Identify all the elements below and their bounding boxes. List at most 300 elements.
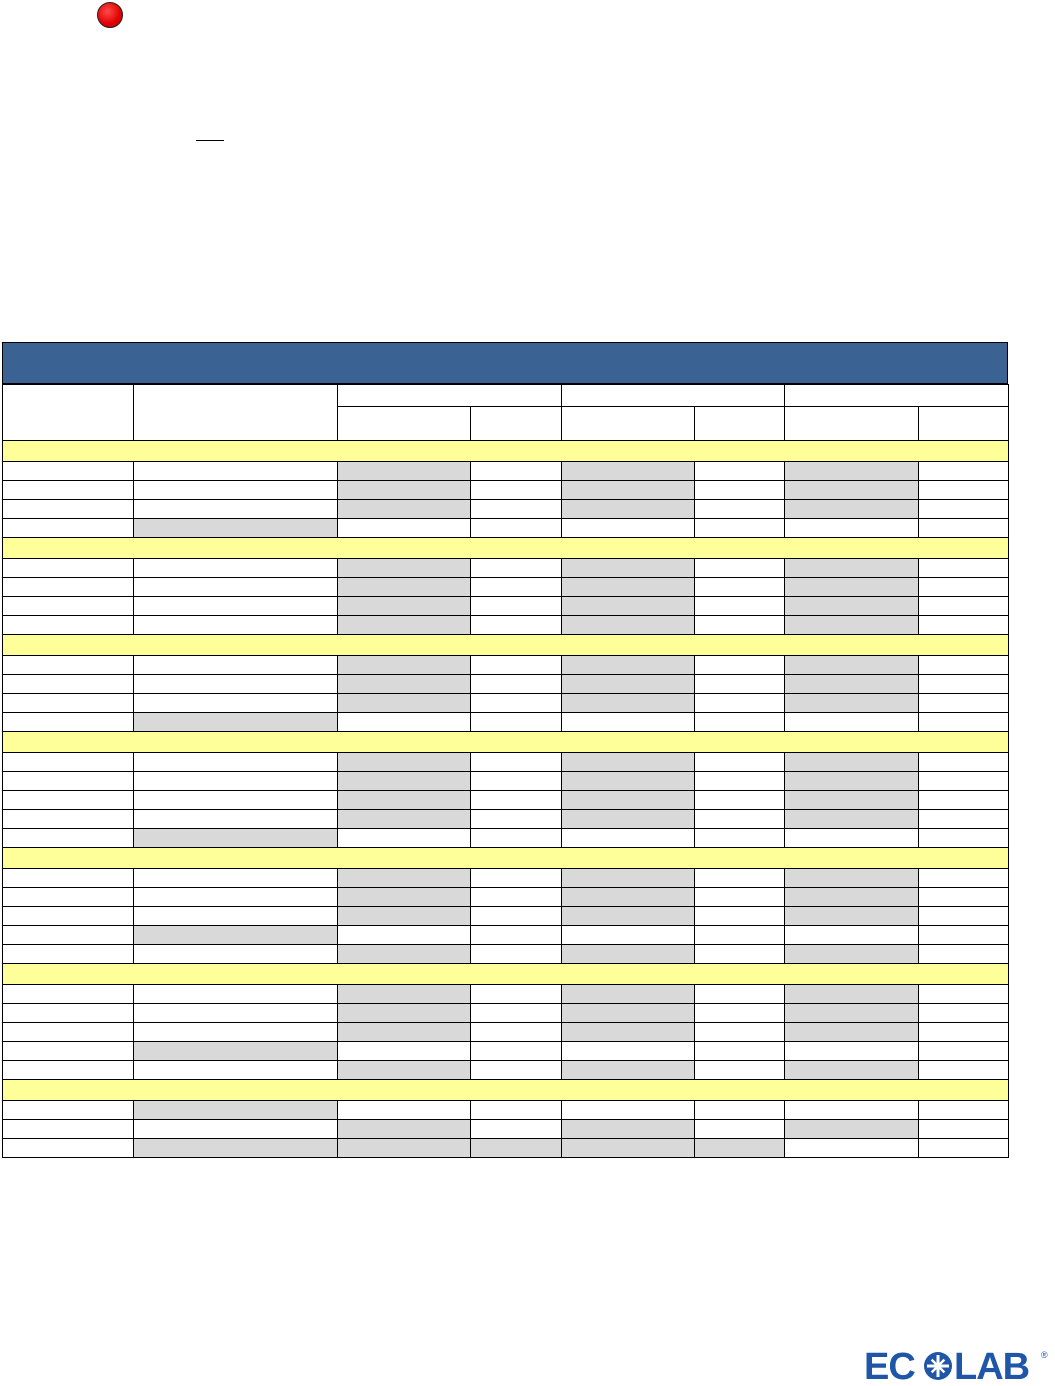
- table-cell: [3, 1101, 134, 1120]
- table-cell: [338, 791, 471, 810]
- table-cell: [695, 1120, 785, 1139]
- table-cell: [134, 772, 338, 791]
- section-header-cell: [3, 538, 1009, 559]
- header-cell: [134, 385, 338, 441]
- table-cell: [338, 616, 471, 635]
- table-cell: [562, 926, 695, 945]
- table-cell: [695, 578, 785, 597]
- table-row: [3, 1101, 1009, 1120]
- table-cell: [471, 616, 562, 635]
- table-cell: [562, 1004, 695, 1023]
- table-cell: [562, 945, 695, 964]
- table-cell: [695, 616, 785, 635]
- table-cell: [695, 559, 785, 578]
- table-cell: [471, 1139, 562, 1158]
- table-cell: [562, 810, 695, 829]
- table-cell: [695, 1101, 785, 1120]
- table-row: [3, 675, 1009, 694]
- table-cell: [785, 462, 919, 481]
- data-table-container: [2, 342, 1008, 1158]
- table-cell: [695, 713, 785, 732]
- table-row: [3, 1139, 1009, 1158]
- table-cell: [785, 500, 919, 519]
- table-cell: [562, 1120, 695, 1139]
- table-row: [3, 1120, 1009, 1139]
- table-cell: [695, 829, 785, 848]
- table-cell: [785, 578, 919, 597]
- table-cell: [695, 945, 785, 964]
- table-cell: [695, 907, 785, 926]
- table-row: [3, 656, 1009, 675]
- table-cell: [919, 791, 1009, 810]
- table-cell: [471, 675, 562, 694]
- table-cell: [338, 753, 471, 772]
- table-cell: [785, 1101, 919, 1120]
- table-cell: [919, 675, 1009, 694]
- table-cell: [134, 519, 338, 538]
- table-cell: [134, 791, 338, 810]
- table-cell: [338, 1004, 471, 1023]
- table-row: [3, 926, 1009, 945]
- table-cell: [562, 616, 695, 635]
- table-cell: [3, 869, 134, 888]
- table-cell: [3, 675, 134, 694]
- table-cell: [471, 829, 562, 848]
- table-cell: [338, 907, 471, 926]
- table-cell: [785, 713, 919, 732]
- table-cell: [919, 829, 1009, 848]
- table-cell: [695, 888, 785, 907]
- table-row: [3, 869, 1009, 888]
- section-header-cell: [3, 1080, 1009, 1101]
- table-cell: [134, 713, 338, 732]
- table-cell: [134, 694, 338, 713]
- table-cell: [338, 481, 471, 500]
- ecolab-logo-mark: [864, 1346, 1050, 1386]
- table-cell: [471, 985, 562, 1004]
- table-cell: [785, 829, 919, 848]
- table-cell: [695, 985, 785, 1004]
- table-cell: [338, 869, 471, 888]
- table-cell: [134, 810, 338, 829]
- table-cell: [471, 519, 562, 538]
- table-cell: [785, 869, 919, 888]
- table-cell: [134, 578, 338, 597]
- table-cell: [695, 481, 785, 500]
- header-sub-cell: [562, 407, 695, 441]
- table-cell: [562, 772, 695, 791]
- table-cell: [3, 772, 134, 791]
- section-header-cell: [3, 848, 1009, 869]
- table-row: [3, 597, 1009, 616]
- table-cell: [338, 1042, 471, 1061]
- table-cell: [785, 1023, 919, 1042]
- table-cell: [3, 1120, 134, 1139]
- table-cell: [695, 675, 785, 694]
- table-cell: [695, 519, 785, 538]
- table-cell: [3, 1061, 134, 1080]
- table-cell: [471, 1120, 562, 1139]
- table-cell: [919, 462, 1009, 481]
- table-cell: [471, 945, 562, 964]
- table-cell: [562, 656, 695, 675]
- table-cell: [471, 1042, 562, 1061]
- table-cell: [3, 500, 134, 519]
- table-cell: [562, 1023, 695, 1042]
- table-cell: [785, 519, 919, 538]
- table-cell: [562, 597, 695, 616]
- table-cell: [134, 481, 338, 500]
- table-cell: [919, 1101, 1009, 1120]
- table-cell: [471, 462, 562, 481]
- status-indicator-icon: [97, 2, 123, 28]
- table-cell: [919, 945, 1009, 964]
- table-row: [3, 1042, 1009, 1061]
- table-cell: [695, 462, 785, 481]
- table-cell: [134, 888, 338, 907]
- table-cell: [471, 656, 562, 675]
- table-cell: [785, 888, 919, 907]
- table-cell: [562, 1061, 695, 1080]
- table-cell: [785, 945, 919, 964]
- table-cell: [919, 713, 1009, 732]
- table-cell: [3, 597, 134, 616]
- table-cell: [338, 500, 471, 519]
- table-cell: [134, 945, 338, 964]
- table-row: [3, 791, 1009, 810]
- table-cell: [562, 481, 695, 500]
- table-cell: [785, 753, 919, 772]
- table-cell: [338, 694, 471, 713]
- table-cell: [919, 888, 1009, 907]
- table-row: [3, 907, 1009, 926]
- table-cell: [3, 810, 134, 829]
- table-cell: [471, 1004, 562, 1023]
- table-cell: [3, 888, 134, 907]
- table-cell: [471, 926, 562, 945]
- table-cell: [338, 656, 471, 675]
- table-cell: [471, 791, 562, 810]
- table-cell: [134, 597, 338, 616]
- section-header-row: [3, 964, 1009, 985]
- table-cell: [785, 907, 919, 926]
- table-row: [3, 985, 1009, 1004]
- section-header-cell: [3, 732, 1009, 753]
- table-row: [3, 753, 1009, 772]
- table-cell: [471, 907, 562, 926]
- table-cell: [471, 559, 562, 578]
- header-sub-cell: [785, 407, 919, 441]
- table-cell: [338, 1023, 471, 1042]
- table-title-banner: [2, 342, 1008, 384]
- section-header-cell: [3, 441, 1009, 462]
- table-cell: [3, 519, 134, 538]
- table-row: [3, 1061, 1009, 1080]
- table-row: [3, 519, 1009, 538]
- table-cell: [134, 926, 338, 945]
- table-cell: [134, 1042, 338, 1061]
- section-header-cell: [3, 964, 1009, 985]
- table-cell: [919, 772, 1009, 791]
- svg-text:LAB: LAB: [954, 1346, 1030, 1386]
- table-row: [3, 772, 1009, 791]
- table-cell: [562, 559, 695, 578]
- section-header-cell: [3, 635, 1009, 656]
- table-cell: [134, 1139, 338, 1158]
- table-row: [3, 829, 1009, 848]
- table-cell: [785, 616, 919, 635]
- table-cell: [919, 1004, 1009, 1023]
- table-cell: [695, 656, 785, 675]
- table-row: [3, 1004, 1009, 1023]
- table-cell: [785, 559, 919, 578]
- table-cell: [919, 1023, 1009, 1042]
- signature-line: [196, 140, 224, 141]
- table-cell: [338, 772, 471, 791]
- table-cell: [338, 1139, 471, 1158]
- table-cell: [3, 1139, 134, 1158]
- table-cell: [562, 675, 695, 694]
- table-cell: [3, 481, 134, 500]
- header-group-cell: [785, 385, 1009, 407]
- table-cell: [695, 1004, 785, 1023]
- table-row: [3, 888, 1009, 907]
- table-cell: [3, 907, 134, 926]
- table-cell: [134, 1120, 338, 1139]
- table-cell: [134, 985, 338, 1004]
- table-cell: [338, 926, 471, 945]
- table-cell: [338, 578, 471, 597]
- table-cell: [919, 481, 1009, 500]
- table-cell: [338, 829, 471, 848]
- table-cell: [562, 753, 695, 772]
- svg-text:®: ®: [1041, 1350, 1048, 1360]
- table-cell: [338, 1061, 471, 1080]
- table-cell: [134, 829, 338, 848]
- table-cell: [134, 462, 338, 481]
- table-cell: [919, 559, 1009, 578]
- table-row: [3, 559, 1009, 578]
- table-cell: [3, 559, 134, 578]
- table-cell: [562, 462, 695, 481]
- table-cell: [695, 1023, 785, 1042]
- table-row: [3, 945, 1009, 964]
- table-cell: [919, 985, 1009, 1004]
- section-header-row: [3, 635, 1009, 656]
- table-row: [3, 481, 1009, 500]
- table-cell: [338, 713, 471, 732]
- table-cell: [562, 888, 695, 907]
- table-cell: [919, 1042, 1009, 1061]
- table-cell: [3, 616, 134, 635]
- table-cell: [3, 694, 134, 713]
- header-sub-cell: [471, 407, 562, 441]
- table-cell: [919, 616, 1009, 635]
- table-cell: [919, 656, 1009, 675]
- table-cell: [562, 791, 695, 810]
- table-cell: [471, 772, 562, 791]
- table-cell: [134, 1061, 338, 1080]
- table-cell: [3, 753, 134, 772]
- table-cell: [785, 481, 919, 500]
- table-cell: [3, 945, 134, 964]
- header-cell: [3, 385, 134, 441]
- table-cell: [785, 926, 919, 945]
- header-sub-cell: [338, 407, 471, 441]
- table-cell: [695, 772, 785, 791]
- table-cell: [471, 597, 562, 616]
- section-header-row: [3, 848, 1009, 869]
- table-cell: [338, 810, 471, 829]
- table-cell: [695, 1139, 785, 1158]
- table-cell: [3, 578, 134, 597]
- header-row-group: [3, 385, 1009, 407]
- table-cell: [919, 1061, 1009, 1080]
- table-row: [3, 713, 1009, 732]
- table-cell: [471, 1061, 562, 1080]
- table-cell: [562, 907, 695, 926]
- table-cell: [3, 462, 134, 481]
- table-cell: [134, 675, 338, 694]
- table-row: [3, 462, 1009, 481]
- table-cell: [471, 578, 562, 597]
- table-cell: [919, 753, 1009, 772]
- table-cell: [471, 869, 562, 888]
- header-group-cell: [562, 385, 785, 407]
- table-cell: [3, 985, 134, 1004]
- table-row: [3, 578, 1009, 597]
- table-cell: [562, 500, 695, 519]
- table-cell: [338, 1120, 471, 1139]
- table-row: [3, 616, 1009, 635]
- table-cell: [3, 656, 134, 675]
- section-header-row: [3, 538, 1009, 559]
- table-cell: [919, 578, 1009, 597]
- table-cell: [134, 656, 338, 675]
- table-cell: [785, 772, 919, 791]
- table-cell: [695, 926, 785, 945]
- table-cell: [695, 791, 785, 810]
- table-cell: [338, 597, 471, 616]
- table-cell: [919, 869, 1009, 888]
- table-cell: [919, 694, 1009, 713]
- data-table: [2, 384, 1009, 1158]
- table-cell: [695, 694, 785, 713]
- table-row: [3, 1023, 1009, 1042]
- table-cell: [471, 888, 562, 907]
- table-row: [3, 694, 1009, 713]
- table-cell: [785, 1061, 919, 1080]
- table-cell: [695, 500, 785, 519]
- table-cell: [3, 1023, 134, 1042]
- table-cell: [562, 578, 695, 597]
- table-cell: [919, 597, 1009, 616]
- table-cell: [695, 597, 785, 616]
- table-cell: [695, 1042, 785, 1061]
- table-cell: [785, 597, 919, 616]
- table-cell: [471, 1023, 562, 1042]
- table-cell: [919, 500, 1009, 519]
- table-cell: [919, 810, 1009, 829]
- table-cell: [338, 675, 471, 694]
- table-cell: [919, 926, 1009, 945]
- table-cell: [134, 616, 338, 635]
- table-row: [3, 810, 1009, 829]
- table-cell: [134, 559, 338, 578]
- table-cell: [562, 869, 695, 888]
- table-cell: [471, 810, 562, 829]
- table-cell: [785, 1139, 919, 1158]
- section-header-row: [3, 732, 1009, 753]
- table-cell: [471, 753, 562, 772]
- table-cell: [562, 1139, 695, 1158]
- table-cell: [919, 907, 1009, 926]
- svg-text:EC: EC: [864, 1346, 915, 1386]
- table-cell: [919, 519, 1009, 538]
- table-cell: [338, 462, 471, 481]
- table-cell: [338, 985, 471, 1004]
- section-header-row: [3, 441, 1009, 462]
- table-body: [3, 385, 1009, 1158]
- table-cell: [919, 1120, 1009, 1139]
- table-cell: [134, 1023, 338, 1042]
- table-cell: [338, 945, 471, 964]
- table-cell: [785, 791, 919, 810]
- table-cell: [134, 1004, 338, 1023]
- table-cell: [3, 926, 134, 945]
- table-cell: [134, 1101, 338, 1120]
- table-cell: [3, 713, 134, 732]
- table-cell: [562, 1101, 695, 1120]
- table-cell: [785, 675, 919, 694]
- table-cell: [562, 713, 695, 732]
- table-cell: [338, 519, 471, 538]
- header-group-cell: [338, 385, 562, 407]
- table-cell: [3, 791, 134, 810]
- table-cell: [338, 1101, 471, 1120]
- section-header-row: [3, 1080, 1009, 1101]
- table-cell: [3, 1042, 134, 1061]
- table-row: [3, 500, 1009, 519]
- table-cell: [785, 656, 919, 675]
- table-cell: [471, 481, 562, 500]
- table-cell: [562, 694, 695, 713]
- table-cell: [695, 753, 785, 772]
- table-cell: [338, 888, 471, 907]
- table-cell: [785, 1042, 919, 1061]
- table-cell: [785, 694, 919, 713]
- table-cell: [134, 869, 338, 888]
- table-cell: [471, 713, 562, 732]
- table-cell: [785, 1120, 919, 1139]
- table-cell: [3, 829, 134, 848]
- table-cell: [695, 869, 785, 888]
- table-cell: [134, 907, 338, 926]
- table-cell: [785, 985, 919, 1004]
- header-sub-cell: [919, 407, 1009, 441]
- table-cell: [471, 500, 562, 519]
- table-cell: [919, 1139, 1009, 1158]
- table-cell: [562, 985, 695, 1004]
- table-cell: [785, 1004, 919, 1023]
- header-sub-cell: [695, 407, 785, 441]
- table-cell: [562, 829, 695, 848]
- table-cell: [695, 1061, 785, 1080]
- table-cell: [471, 1101, 562, 1120]
- table-cell: [562, 1042, 695, 1061]
- table-cell: [134, 753, 338, 772]
- table-cell: [562, 519, 695, 538]
